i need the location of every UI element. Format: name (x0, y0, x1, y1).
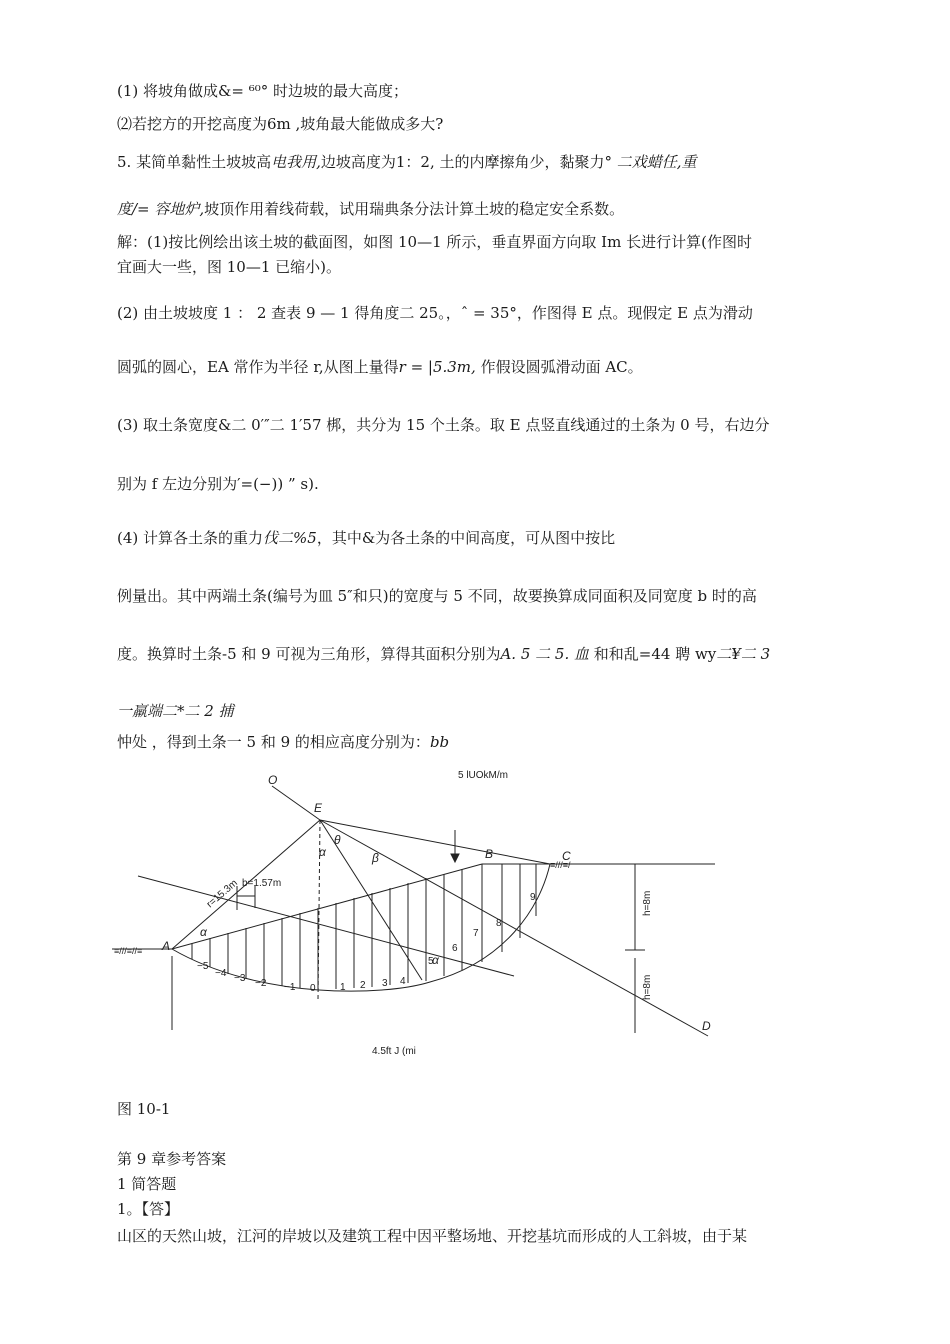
label-O: O (268, 773, 278, 787)
svg-text:6: 6 (452, 943, 458, 954)
svg-text:8: 8 (496, 918, 502, 929)
label-width: b=1.57m (242, 878, 282, 889)
solution-step-3: (3) 取土条宽度&二 0′″二 1′57 梆，共分为 15 个土条。取 E 点竖直线通过的土条为 0 号，右边分 (117, 416, 770, 434)
solution-step-2-cont: 圆弧的圆心，EA 常作为半径 r,从图上量得r = |5.3m, 作假设圆弧滑动面 AC。 (117, 358, 643, 376)
svg-text:1: 1 (340, 982, 346, 993)
slope-line (172, 864, 482, 949)
section-heading: 1 简答题 (117, 1175, 177, 1193)
radius-ec (320, 820, 550, 864)
figure-10-1 (110, 768, 720, 1058)
label-bottom: 4.5ft J (mi (372, 1046, 416, 1057)
solution-step-4-cont-3: 一羸端二*二 2 捕 (117, 702, 234, 720)
question-2: ⑵若挖方的开挖高度为6m ,坡角最大能做成多大? (117, 115, 444, 133)
label-B: B (485, 847, 494, 861)
answer-body: 山区的天然山坡，江河的岸坡以及建筑工程中因平整场地、开挖基坑而形成的人工斜坡，由于某 (117, 1227, 748, 1245)
solution-step-4-cont-1: 例量出。其中两端土条(编号为皿 5″和只)的宽度与 5 不同，故要换算成同面积及同宽度 b 时的高 (117, 587, 757, 605)
svg-text:−1: −1 (284, 982, 296, 993)
label-radius: r=15.3m (204, 877, 240, 911)
svg-text:7: 7 (473, 928, 479, 939)
solution-step-1: 解：(1)按比例绘出该土坡的截面图，如图 10—1 所示，垂直界面方向取 Im 长进行计算(作图时 (117, 233, 752, 251)
answer-label: 1。【答】 (117, 1200, 180, 1218)
svg-text:0: 0 (310, 983, 316, 994)
label-C: C (562, 849, 571, 863)
svg-text:4: 4 (400, 976, 406, 987)
label-E: E (314, 801, 323, 815)
solution-step-3-cont: 别为 f 左边分别为′=(−)) ” s). (117, 475, 319, 493)
question-1: (1) 将坡角做成&= ⁶⁰° 时边坡的最大高度； (117, 82, 409, 100)
label-load: 5 lUOkM/m (458, 770, 508, 781)
label-D: D (702, 1019, 711, 1033)
label-theta: θ (334, 833, 341, 847)
solution-step-4: (4) 计算各土条的重力伐二%5，其中&为各土条的中间高度，可从图中按比 (117, 529, 616, 547)
hatch-left: ≡///≡//≡ (114, 946, 143, 956)
label-beta: β (372, 851, 379, 865)
solution-step-4-cont-4: 忡处 ，得到土条一 5 和 9 的相应高度分别为：bb (117, 733, 450, 751)
hatch-right: ≡///≡/ (550, 860, 571, 870)
svg-text:−3: −3 (234, 973, 246, 984)
solution-step-1-cont: 宜画大一些，图 10—1 已缩小)。 (117, 258, 342, 276)
solution-step-2: (2) 由土坡坡度 1 ： 2 查表 9 — 1 得角度二 25。，ˆ = 35°，作图得 E 点。现假定 E 点为滑动 (117, 304, 753, 322)
svg-text:5: 5 (428, 956, 434, 967)
label-alpha: α (200, 925, 207, 939)
problem-5-line-2: 度/= 容地炉,坡顶作用着线荷载，试用瑞典条分法计算土坡的稳定安全系数。 (117, 200, 625, 218)
line-eo (272, 786, 320, 820)
svg-text:2: 2 (360, 980, 366, 991)
chapter-heading: 第 9 章参考答案 (117, 1150, 227, 1168)
svg-text:9: 9 (530, 892, 536, 903)
label-A: A (162, 939, 171, 953)
label-alpha-1: α (319, 845, 326, 859)
figure-caption: 图 10-1 (117, 1100, 171, 1118)
label-alpha-i: α (432, 953, 439, 967)
svg-text:−5: −5 (197, 961, 209, 972)
svg-text:3: 3 (382, 978, 388, 989)
solution-step-4-cont-2: 度。换算时土条-5 和 9 可视为三角形，算得其面积分别为A. 5 二 5. 血 和和乱=44 聘 wy二¥二 3 (117, 645, 771, 663)
label-h-lower: h=8m (642, 974, 653, 1000)
problem-5-line-1: 5. 某简单黏性土坡坡高电我用,边坡高度为1：2, 土的内摩擦角少，黏聚力° 二戏蜡任,重 (117, 153, 697, 171)
svg-text:−2: −2 (255, 978, 267, 989)
label-h-upper: h=8m (642, 890, 653, 916)
svg-text:−4: −4 (215, 968, 227, 979)
